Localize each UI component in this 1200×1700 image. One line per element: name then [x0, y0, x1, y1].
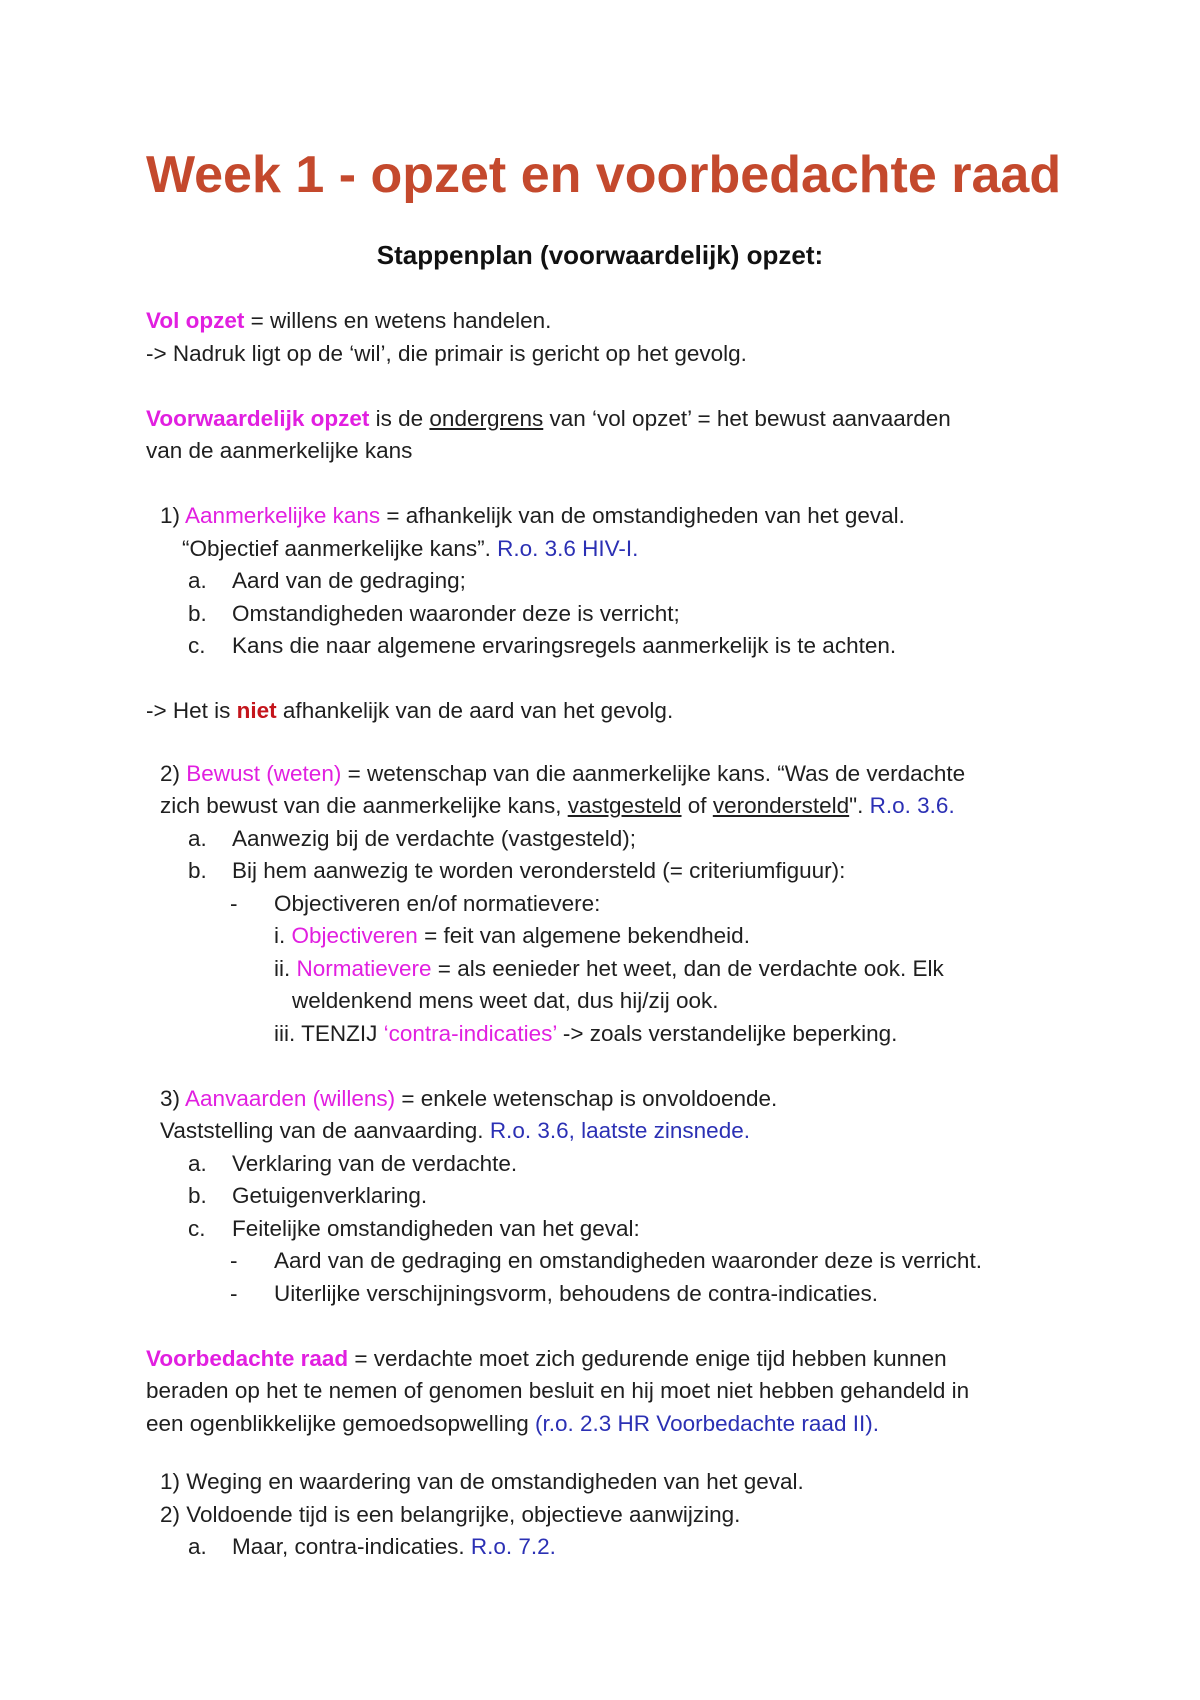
section-subtitle: Stappenplan (voorwaardelijk) opzet: — [376, 240, 824, 270]
list-item: a. Maar, contra-indicaties. R.o. 7.2. — [188, 1534, 556, 1559]
reference-link[interactable]: R.o. 3.6, laatste zinsnede. — [489, 1118, 750, 1143]
term-voorbedachte-raad: Voorbedachte raad — [146, 1345, 349, 1371]
page-title: Week 1 - opzet en voorbedachte raad — [146, 146, 1062, 204]
reference-link[interactable]: R.o. 3.6 HIV-I. — [497, 535, 639, 561]
step-1: 1) Aanmerkelijke kans = afhankelijk van de omstandigheden van het geval. — [160, 503, 905, 528]
list-item: c. Kans die naar algemene ervaringsregels aanmerkelijk is te achten. — [188, 633, 897, 658]
list-item: a. Aanwezig bij de verdachte (vastgesteld); — [188, 825, 636, 851]
list-item: - Aard van de gedraging en omstandigheden waaronder deze is verricht. — [230, 1248, 982, 1273]
list-item: b. Getuigenverklaring. — [188, 1183, 428, 1208]
document-body: Vol opzet = willens en wetens handelen. -> Nadruk ligt op de ‘wil’, die primair is gericht op het gevolg. Voorwaardelijk opzet is de ondergrens van ‘vol opzet’ = het bewust aanvaarden van de aanmerkelijke kans 1) Aanmerkelijke kans = afhankelijk van de omstandigheden van het geval. “Objectief aanmerkelijke kans”. R.o. 3.6 HIV-I. a. Aard van de gedraging; b. Omstandigheden waaronder deze is verricht; c. Kans die naar algemene ervaringsregels aanmerkelijk is te achten. -> Het is niet afhankelijk van de aard van het gevolg. 2) Bewust (weten) = wetenschap van die aanmerkelijke kans. “Was de verdachte zich bewust van die aanmerkelijke kans, vastgesteld of verondersteld". R.o. 3.6. a. Aanwezig bij de verdachte (vastgesteld); b. Bij hem aanwezig te worden verondersteld (= criteriumfiguur): - Objectiveren en/of normatievere: i. Objectiveren = feit van algemene bekendheid. ii. Normatievere = als eenieder het weet, dan de verdachte ook. Elk weldenkend mens weet dat, dus hij/zij ook. iii. TENZIJ ‘contra-indicaties’ -> zoals verstandelijke beperking. 3) Aanvaarden (willens) = enkele wetenschap is onvoldoende. Vaststelling van de aanvaarding. R.o. 3.6, laatste zinsnede. a. Verklaring van de verdachte. b. Getuigenverklaring. c. Feitelijke omstandigheden van het geval: - Aard van de gedraging en omstandigheden waaronder deze is verricht. - Uiterlijke verschijningsvorm, behoudens de contra-indicaties. Voorbedachte raad = verdachte moet zich gedurende enige tijd hebben kunnen beraden op het te nemen of genomen besluit en hij moet niet hebben gehandeld in een ogenblikkelijke gemoedsopwelling (r.o. 2.3 HR Voorbedachte raad II). 1) Weging en waardering van de omstandigheden van het geval. 2) Voldoende tijd is een belangrijke, objectieve aanwijzing. a. Maar, contra-indicaties. R.o. 7.2. — [146, 305, 1046, 1564]
list-item: a. Aard van de gedraging; — [188, 568, 466, 593]
list-item: b. Omstandigheden waaronder deze is verricht; — [188, 600, 680, 626]
list-item: c. Feitelijke omstandigheden van het geval: — [188, 1215, 640, 1241]
list-item: iii. TENZIJ ‘contra-indicaties’ -> zoals verstandelijke beperking. — [274, 1020, 898, 1046]
list-item: - Uiterlijke verschijningsvorm, behoudens de contra-indicaties. — [230, 1280, 879, 1306]
reference-link[interactable]: R.o. 7.2. — [470, 1534, 556, 1559]
list-item: i. Objectiveren = feit van algemene bekendheid. — [274, 923, 750, 948]
list-item: 2) Voldoende tijd is een belangrijke, objectieve aanwijzing. — [160, 1501, 741, 1527]
underlined-ondergrens: ondergrens — [429, 405, 544, 431]
term-voorwaardelijk-opzet: Voorwaardelijk opzet — [146, 405, 370, 431]
term-aanmerkelijke-kans: Aanmerkelijke kans — [185, 503, 381, 528]
list-item: - Objectiveren en/of normatievere: — [230, 890, 601, 916]
term-vol-opzet: Vol opzet — [146, 308, 245, 333]
vol-opzet-definition: Vol opzet = willens en wetens handelen. — [146, 308, 552, 333]
voorwaardelijk-opzet-definition: Voorwaardelijk opzet is de ondergrens van ‘vol opzet’ = het bewust aanvaarden — [146, 405, 951, 431]
niet-note: -> Het is niet afhankelijk van de aard van het gevolg. — [146, 698, 674, 723]
list-item: ii. Normatievere = als eenieder het weet, dan de verdachte ook. Elk — [274, 955, 944, 981]
voorbedachte-raad-definition: Voorbedachte raad = verdachte moet zich gedurende enige tijd hebben kunnen — [146, 1345, 947, 1371]
emphasis-niet: niet — [236, 698, 277, 723]
reference-link[interactable]: (r.o. 2.3 HR Voorbedachte raad II). — [535, 1410, 879, 1436]
list-item: a. Verklaring van de verdachte. — [188, 1150, 518, 1176]
step-3: 3) Aanvaarden (willens) = enkele wetenschap is onvoldoende. — [160, 1085, 778, 1111]
vol-opzet-note: -> Nadruk ligt op de ‘wil’, die primair is gericht op het gevolg. — [146, 340, 747, 366]
list-item: 1) Weging en waardering van de omstandigheden van het geval. — [160, 1469, 804, 1494]
step-2: 2) Bewust (weten) = wetenschap van die aanmerkelijke kans. “Was de verdachte — [160, 760, 966, 786]
term-bewust: Bewust (weten) — [186, 760, 342, 786]
term-aanvaarden: Aanvaarden (willens) — [185, 1085, 396, 1111]
list-item: b. Bij hem aanwezig te worden verondersteld (= criteriumfiguur): — [188, 858, 846, 883]
reference-link[interactable]: R.o. 3.6. — [869, 793, 955, 818]
